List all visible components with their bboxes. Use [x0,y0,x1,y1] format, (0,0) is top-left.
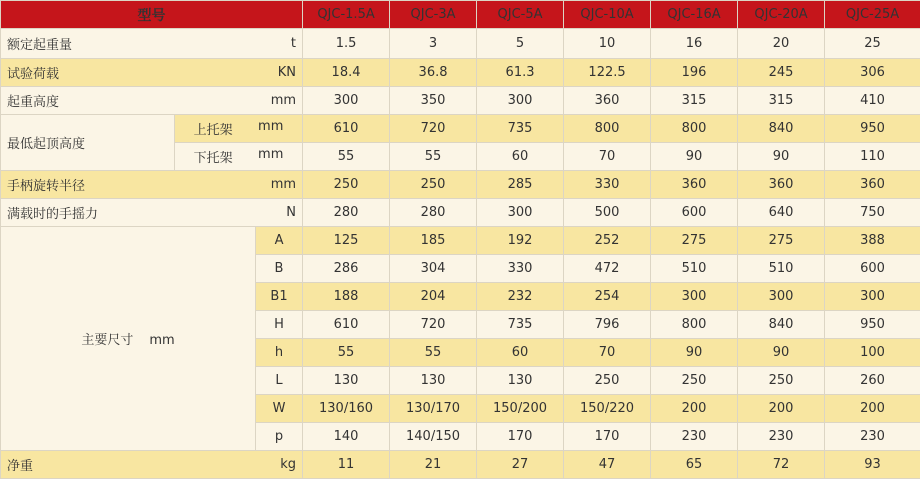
table-cell: 230 [651,423,738,451]
sub-label-text: 下托架 [194,147,233,166]
row-label-text: 额定起重量 [7,34,72,53]
table-cell: 20 [738,29,825,59]
row-label [1,451,303,479]
table-cell: 510 [651,255,738,283]
model-header: QJC-5A [477,1,564,29]
sub-unit: mm [258,147,283,166]
table-cell: 200 [825,395,920,423]
table-cell: 720 [390,311,477,339]
table-cell: 3 [390,29,477,59]
table-cell: 192 [477,227,564,255]
sub-label [175,143,303,171]
table-cell: 122.5 [564,59,651,87]
table-cell: 27 [477,451,564,479]
model-header: QJC-20A [738,1,825,29]
model-header: QJC-3A [390,1,477,29]
table-cell: 410 [825,87,920,115]
table-cell: 300 [651,283,738,311]
header-row [1,1,920,29]
table-cell: 65 [651,451,738,479]
dim-key: A [256,227,303,255]
row-min-height-upper [1,115,920,143]
row-label-text: 最低起顶高度 [1,115,175,171]
table-cell: 950 [825,115,920,143]
table-cell: 260 [825,367,920,395]
table-cell: 750 [825,199,920,227]
row-label-text: 手柄旋转半径 [7,175,85,194]
table-cell: 800 [651,115,738,143]
table-cell: 286 [303,255,390,283]
table-cell: 232 [477,283,564,311]
table-cell: 5 [477,29,564,59]
table-cell: 360 [738,171,825,199]
table-cell: 300 [477,87,564,115]
table-cell: 55 [303,339,390,367]
table-cell: 252 [564,227,651,255]
sub-label [175,115,303,143]
table-cell: 55 [390,143,477,171]
row-label [1,87,303,115]
table-cell: 510 [738,255,825,283]
table-cell: 130 [390,367,477,395]
table-cell: 306 [825,59,920,87]
row-label-text: 净重 [7,455,33,474]
table-cell: 110 [825,143,920,171]
header-title: 型号 [1,1,303,29]
table-cell: 360 [564,87,651,115]
table-cell: 55 [303,143,390,171]
row-label-text: 试验荷载 [7,63,59,82]
table-cell: 388 [825,227,920,255]
row-label [1,59,303,87]
row-label [1,171,303,199]
table-cell: 18.4 [303,59,390,87]
table-cell: 610 [303,115,390,143]
row-rated [1,29,920,59]
table-cell: 275 [738,227,825,255]
row-test [1,59,920,87]
table-cell: 280 [390,199,477,227]
row-label-text: 满载时的手摇力 [7,203,98,222]
table-cell: 16 [651,29,738,59]
table-cell: 72 [738,451,825,479]
row-unit: mm [271,93,296,108]
table-cell: 275 [651,227,738,255]
table-cell: 950 [825,311,920,339]
table-cell: 840 [738,115,825,143]
table-cell: 125 [303,227,390,255]
table-cell: 600 [651,199,738,227]
dim-key: H [256,311,303,339]
dim-key: p [256,423,303,451]
dims-unit: mm [149,333,174,348]
table-cell: 196 [651,59,738,87]
table-cell: 250 [303,171,390,199]
table-cell: 21 [390,451,477,479]
table-cell: 610 [303,311,390,339]
table-cell: 300 [738,283,825,311]
table-cell: 140 [303,423,390,451]
table-cell: 280 [303,199,390,227]
table-cell: 130/170 [390,395,477,423]
table-cell: 90 [738,339,825,367]
row-unit: kg [280,457,296,472]
table-cell: 250 [651,367,738,395]
table-cell: 25 [825,29,920,59]
table-cell: 185 [390,227,477,255]
table-cell: 90 [651,143,738,171]
dim-key: h [256,339,303,367]
model-header: QJC-10A [564,1,651,29]
table-cell: 250 [738,367,825,395]
table-cell: 70 [564,143,651,171]
table-cell: 230 [738,423,825,451]
table-cell: 1.5 [303,29,390,59]
table-cell: 285 [477,171,564,199]
row-unit: N [286,205,296,220]
table-cell: 472 [564,255,651,283]
table-cell: 11 [303,451,390,479]
table-cell: 500 [564,199,651,227]
table-cell: 360 [825,171,920,199]
table-cell: 250 [564,367,651,395]
dim-key: B1 [256,283,303,311]
table-cell: 90 [738,143,825,171]
table-cell: 90 [651,339,738,367]
table-cell: 93 [825,451,920,479]
table-cell: 330 [564,171,651,199]
table-cell: 800 [564,115,651,143]
row-label [1,29,303,59]
table-cell: 840 [738,311,825,339]
table-cell: 130 [477,367,564,395]
table-cell: 330 [477,255,564,283]
table-cell: 350 [390,87,477,115]
table-cell: 720 [390,115,477,143]
sub-label-text: 上托架 [194,119,233,138]
table-cell: 360 [651,171,738,199]
table-cell: 170 [564,423,651,451]
table-cell: 315 [738,87,825,115]
table-cell: 640 [738,199,825,227]
table-cell: 188 [303,283,390,311]
table-cell: 250 [390,171,477,199]
table-cell: 300 [303,87,390,115]
table-cell: 300 [825,283,920,311]
table-cell: 245 [738,59,825,87]
sub-unit: mm [258,119,283,138]
table-cell: 47 [564,451,651,479]
dims-label [1,227,256,451]
table-cell: 200 [738,395,825,423]
table-cell: 150/220 [564,395,651,423]
row-weight [1,451,920,479]
table-cell: 735 [477,115,564,143]
table-cell: 170 [477,423,564,451]
table-cell: 61.3 [477,59,564,87]
table-cell: 130 [303,367,390,395]
table-cell: 60 [477,339,564,367]
table-cell: 36.8 [390,59,477,87]
table-cell: 200 [651,395,738,423]
table-cell: 204 [390,283,477,311]
row-force [1,199,920,227]
row-unit: KN [278,65,296,80]
table-cell: 230 [825,423,920,451]
model-header: QJC-25A [825,1,920,29]
table-cell: 304 [390,255,477,283]
row-lift [1,87,920,115]
table-cell: 735 [477,311,564,339]
dim-key: W [256,395,303,423]
row-unit: mm [271,177,296,192]
table-cell: 60 [477,143,564,171]
table-cell: 796 [564,311,651,339]
table-cell: 70 [564,339,651,367]
row-label-text: 起重高度 [7,91,59,110]
table-cell: 800 [651,311,738,339]
row-label [1,199,303,227]
table-cell: 150/200 [477,395,564,423]
model-header: QJC-1.5A [303,1,390,29]
table-cell: 130/160 [303,395,390,423]
table-cell: 140/150 [390,423,477,451]
table-cell: 254 [564,283,651,311]
row-unit: t [291,36,296,51]
dim-key: L [256,367,303,395]
table-cell: 10 [564,29,651,59]
dims-label-text: 主要尺寸 [81,333,133,348]
table-cell: 315 [651,87,738,115]
row-dim [1,227,920,255]
table-cell: 55 [390,339,477,367]
row-handle [1,171,920,199]
model-header: QJC-16A [651,1,738,29]
table-cell: 300 [477,199,564,227]
table-cell: 600 [825,255,920,283]
dim-key: B [256,255,303,283]
table-cell: 100 [825,339,920,367]
